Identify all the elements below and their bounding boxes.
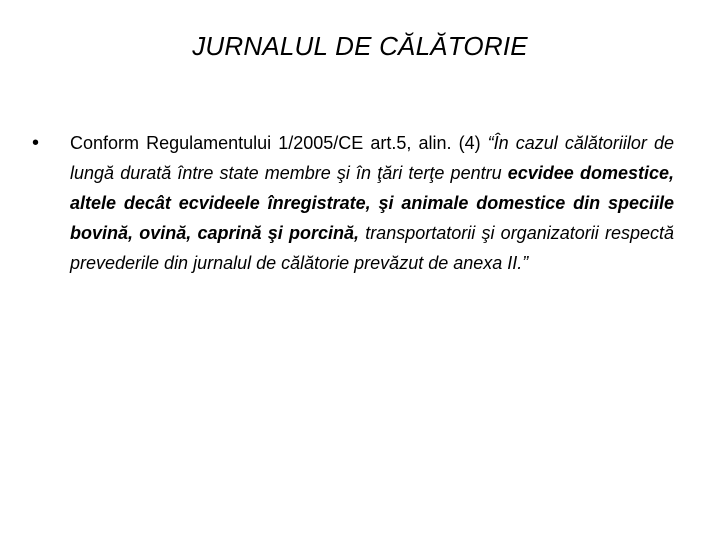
bullet-item xyxy=(32,128,674,278)
quote-intro: “În cazul călătoriilor de lungă durată între state membre şi în ţări terţe pentru xyxy=(70,133,674,183)
quote-emphasis: ecvidee domestice, altele decât ecvideele înregistrate, şi animale domestice din speciile bovină, ovină, caprină şi porcină, xyxy=(70,163,675,243)
bullet-text xyxy=(70,128,674,278)
regulation-reference: Conform Regulamentului 1/2005/CE art.5, alin. (4) xyxy=(70,133,488,153)
quote-conclusion: transportatorii şi organizatorii respectă prevederile din jurnalul de călătorie prevăzut de anexa II.” xyxy=(70,223,674,273)
slide-title: JURNALUL DE CĂLĂTORIE xyxy=(192,31,528,61)
bullet-marker: • xyxy=(32,132,40,154)
